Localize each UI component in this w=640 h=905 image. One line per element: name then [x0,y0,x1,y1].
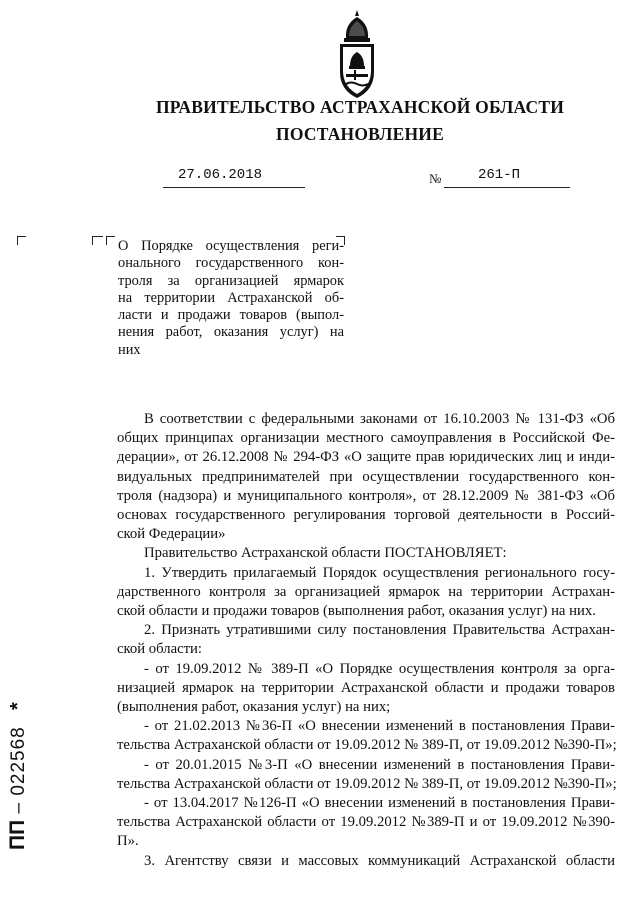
body-line: (выполнения работ, оказания услуг) на них; [117,699,391,716]
subject-corner-mark-inner [106,236,115,245]
document-body [117,410,615,871]
body-line: общих принципах организации местного самоуправления в Российской Фе- [117,430,615,447]
subject-corner-mark [92,236,103,245]
body-line: тельства Астраханской области от 19.09.2012 № 389-П, от 19.09.2012 №390-П»; [117,737,617,754]
serial-digits: 022568 [8,726,29,796]
document-type: ПОСТАНОВЛЕНИЕ [276,124,444,144]
body-line: основах государственного регулирования торговой деятельности в Россий- [117,507,615,524]
serial-prefix: ПП [6,819,29,850]
subject-line: ласти и продажи товаров (выпол- [118,307,344,324]
body-line: 3. Агентству связи и массовых коммуникаций Астраханской области [144,852,615,869]
body-line: В соответствии с федеральными законами от 16.10.2003 № 131-ФЗ «Об [144,411,615,427]
serial-number: – 022568 [8,726,29,814]
side-serial-stamp [6,635,32,850]
body-line: 1. Утвердить прилагаемый Порядок осуществления регионального госу- [144,564,615,581]
body-line: дерации», от 26.12.2008 № 294-ФЗ «О защите прав юридических лиц и инди- [117,449,615,466]
subject-line: них [118,341,141,358]
document-number: 261-П [478,167,521,183]
body-line: П». [117,833,139,850]
number-sign: № [429,171,442,186]
subject-line: троля за организацией ярмарок [118,272,344,289]
organization-title: ПРАВИТЕЛЬСТВО АСТРАХАНСКОЙ ОБЛАСТИ [155,97,565,117]
subject-line: онального государственного кон- [118,255,344,272]
body-line: ской Федерации» [117,526,226,543]
body-line: тельства Астраханской области от 19.09.2012 № 389-П, от 19.09.2012 №390-П»; [117,775,617,792]
serial-star-mark: * [7,701,29,710]
coat-of-arms-emblem [334,8,380,100]
body-line: Правительство Астраханской области ПОСТАНОВЛЯЕТ: [144,545,507,562]
left-corner-mark [17,236,26,245]
body-line: - от 20.01.2015 №3-П «О внесении изменений в постановления Прави- [144,756,615,773]
subject-line: нения работ, оказания услуг) на [118,324,344,341]
body-line: ской области: [117,641,202,658]
subject-line: на территории Астраханской об- [118,289,344,306]
body-line: троля (надзора) и муниципального контроля», от 28.12.2009 № 381-ФЗ «Об [117,487,615,504]
body-line: низацией ярмарок на территории Астраханской области и продажи товаров [117,679,615,696]
document-subject [118,238,344,359]
body-line: ской области и продажи товаров (выполнения работ, оказания услуг) на них. [117,603,596,620]
document-date: 27.06.2018 [178,167,263,183]
body-line: 2. Признать утратившими силу постановления Правительства Астрахан- [144,622,615,639]
body-line: - от 13.04.2017 №126-П «О внесении изменений в постановления Прави- [144,795,615,812]
body-line: тельства Астраханской области от 19.09.2012 №389-П и от 19.09.2012 №390- [117,814,615,831]
body-line: - от 21.02.2013 №36-П «О внесении изменений в постановления Прави- [144,718,615,735]
body-line: видуальных предпринимателей при осуществлении государственного кон- [117,468,615,485]
subject-line: О Порядке осуществления реги- [118,238,344,254]
body-line: - от 19.09.2012 № 389-П «О Порядке осуществления контроля за орга- [144,660,615,677]
body-line: дарственного контроля за организацией ярмарок на территории Астрахан- [117,583,615,600]
